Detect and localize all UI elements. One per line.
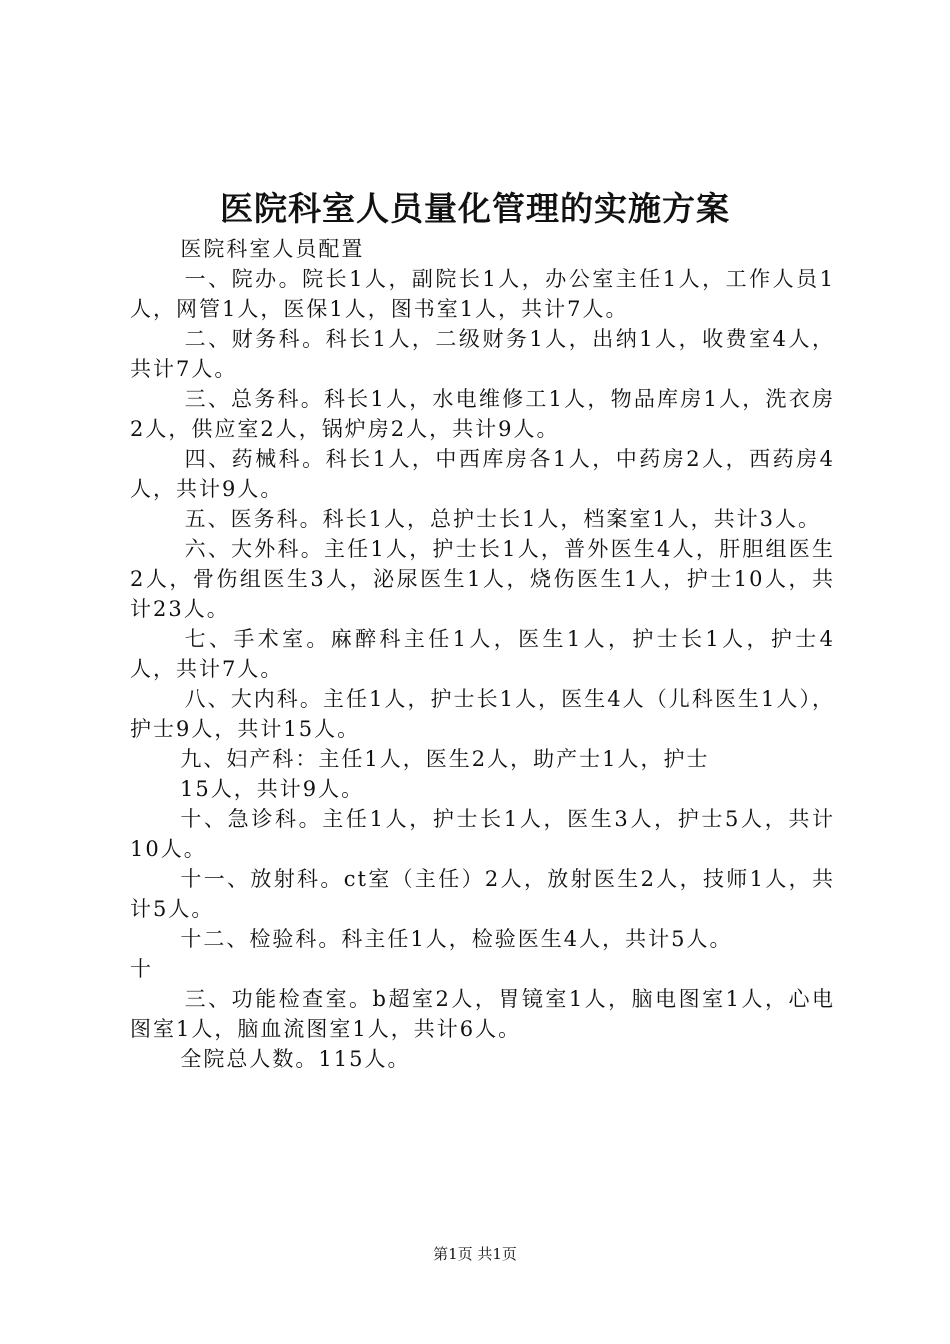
paragraph-6: 六、大外科。主任1人，护士长1人，普外医生4人，肝胆组医生2人，骨伤组医生3人，泌尿医生1人，烧伤医生1人，护士10人，共计23人。	[130, 537, 835, 621]
paragraph-10: 十、急诊科。主任1人，护士长1人，医生3人，护士5人，共计10人。	[130, 807, 835, 861]
section-heading: 医院科室人员配置	[180, 237, 365, 261]
paragraph-4: 四、药械科。科长1人，中西库房各1人，中药房2人，西药房4人，共计9人。	[130, 447, 835, 501]
paragraph-2: 二、财务科。科长1人，二级财务1人，出纳1人，收费室4人，共计7人。	[130, 327, 835, 381]
paragraph-3: 三、总务科。科长1人，水电维修工1人，物品库房1人，洗衣房2人，供应室2人，锅炉房2人，共计9人。	[130, 387, 835, 441]
paragraph-13: 三、功能检查室。b超室2人，胃镜室1人，脑电图室1人，心电图室1人，脑血流图室1人，共计6人。	[130, 987, 835, 1041]
paragraph-8: 八、大内科。主任1人，护士长1人，医生4人（儿科医生1人），护士9人，共计15人。	[130, 687, 835, 741]
document-body	[130, 234, 835, 1074]
paragraph-11: 十一、放射科。ct室（主任）2人，放射医生2人，技师1人，共计5人。	[130, 867, 835, 921]
paragraph-12: 十二、检验科。科主任1人，检验医生4人，共计5人。	[180, 927, 733, 951]
page-footer: 第1页 共1页	[433, 1245, 517, 1263]
document-title: 医院科室人员量化管理的实施方案	[220, 189, 730, 228]
paragraph-9-line-2: 15人，共计9人。	[180, 777, 365, 801]
paragraph-5: 五、医务科。科长1人，总护士长1人，档案室1人，共计3人。	[184, 507, 822, 531]
paragraph-13-head: 十	[130, 957, 153, 981]
total-count: 全院总人数。115人。	[180, 1047, 411, 1071]
paragraph-9-line-1: 九、妇产科：主任1人，医生2人，助产士1人，护士	[180, 747, 710, 771]
paragraph-7: 七、手术室。麻醉科主任1人，医生1人，护士长1人，护士4人，共计7人。	[130, 627, 835, 681]
paragraph-1: 一、院办。院长1人，副院长1人，办公室主任1人，工作人员1人，网管1人，医保1人，图书室1人，共计7人。	[130, 267, 835, 321]
